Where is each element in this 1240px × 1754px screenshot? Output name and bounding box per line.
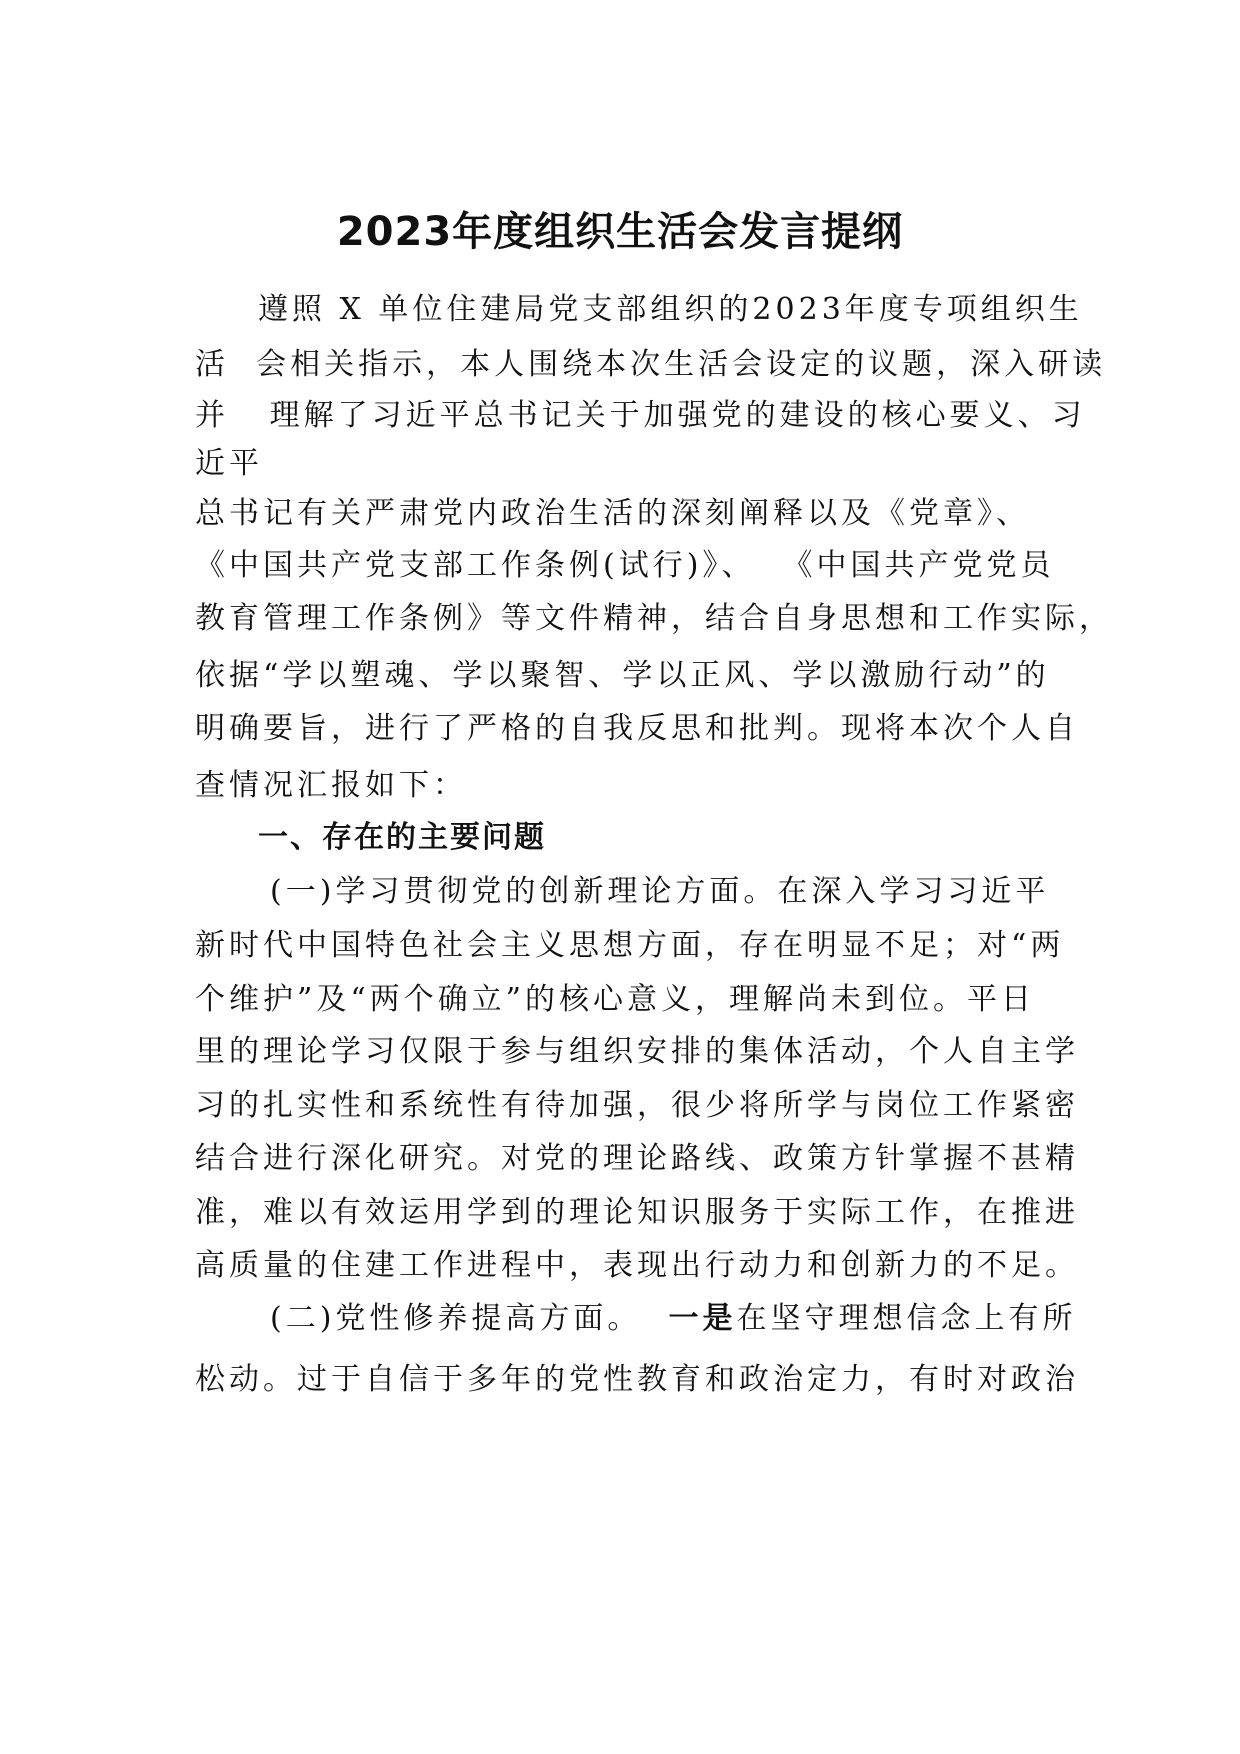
sub2-line-2: 松动。过于自信于多年的党性教育和政治定力，有时对政治 <box>195 1362 1079 1397</box>
sub1-line-8: 高质量的住建工作进程中，表现出行动力和创新力的不足。 <box>195 1248 1079 1283</box>
sub2-bold-marker: 一是 <box>668 1301 737 1336</box>
sub2-heading: (二)党性修养提高方面。 <box>270 1301 642 1336</box>
intro-line-1: 遵照 X 单位住建局党支部组织的2023年度专项组织生 <box>258 292 1083 327</box>
intro-line-9: 明确要旨，进行了严格的自我反思和批判。现将本次个人自 <box>195 711 1079 746</box>
sub1-line-4: 里的理论学习仅限于参与组织安排的集体活动，个人自主学 <box>195 1034 1079 1069</box>
sub1-line-1: (一)学习贯彻党的创新理论方面。在深入学习习近平 <box>270 874 1050 909</box>
intro-line-2: 活 会相关指示，本人围绕本次生活会设定的议题，深入研读 <box>195 347 1107 382</box>
sub1-line-7: 准，难以有效运用学到的理论知识服务于实际工作，在推进 <box>195 1195 1079 1230</box>
intro-line-8: 依据“学以塑魂、学以聚智、学以正风、学以激励行动”的 <box>195 658 1050 693</box>
sub1-line-6: 结合进行深化研究。对党的理论路线、政策方针掌握不甚精 <box>195 1141 1079 1176</box>
intro-line-3: 并 理解了习近平总书记关于加强党的建设的核心要义、习 <box>195 398 1086 433</box>
intro-line-5: 总书记有关严肃党内政治生活的深刻阐释以及《党章》、 <box>195 496 1030 531</box>
intro-line-10: 查情况汇报如下： <box>195 768 467 803</box>
intro-line-4: 近平 <box>195 446 263 481</box>
sub1-line-5: 习的扎实性和系统性有待加强，很少将所学与岗位工作紧密 <box>195 1088 1079 1123</box>
document-title: 2023年度组织生活会发言提纲 <box>336 209 904 255</box>
intro-line-6: 《中国共产党支部工作条例(试行)》、 《中国共产党党员 <box>195 548 1055 583</box>
sub2-rest: 在坚守理想信念上有所 <box>736 1301 1077 1336</box>
sub1-line-2: 新时代中国特色社会主义思想方面，存在明显不足；对“两 <box>195 928 1065 963</box>
section-heading: 一、存在的主要问题 <box>258 820 546 855</box>
intro-line-7: 教育管理工作条例》等文件精神，结合自身思想和工作实际， <box>195 601 1113 636</box>
sub1-line-3: 个维护”及“两个确立”的核心意义，理解尚未到位。平日 <box>195 982 1036 1017</box>
sub2-line-1 <box>270 1299 1077 1339</box>
